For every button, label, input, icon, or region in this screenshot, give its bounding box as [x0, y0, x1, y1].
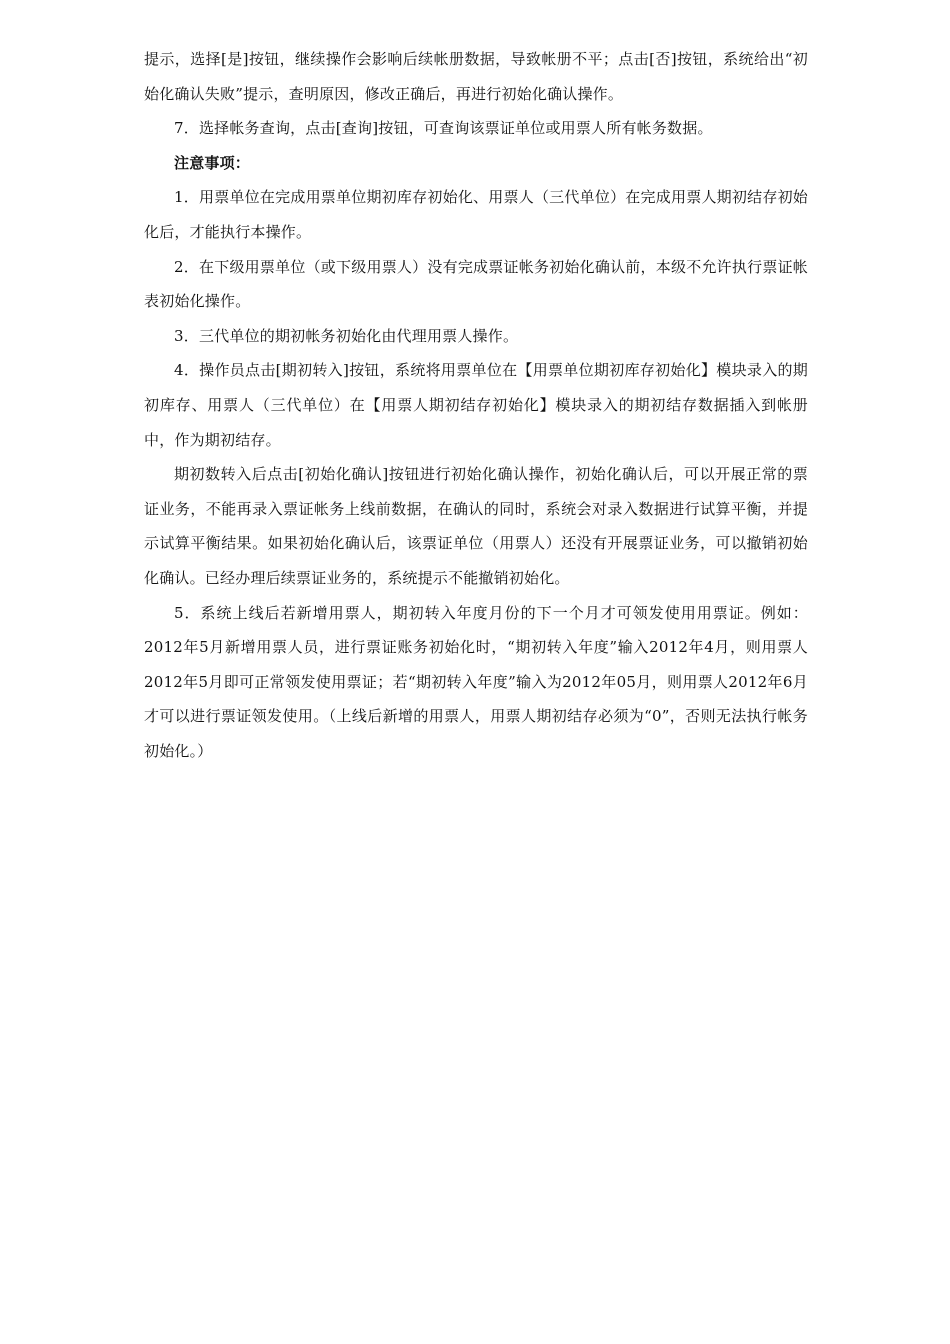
notice-item-2: 2．在下级用票单位（或下级用票人）没有完成票证帐务初始化确认前，本级不允许执行票证帐表初始化操作。: [144, 257, 808, 311]
paragraph-continuation: 提示，选择[是]按钮，继续操作会影响后续帐册数据，导致帐册不平；点击[否]按钮，系统给出“初始化确认失败”提示，查明原因，修改正确后，再进行初始化确认操作。: [144, 50, 808, 103]
paragraph-step-7: 7．选择帐务查询，点击[查询]按钮，可查询该票证单位或用票人所有帐务数据。: [174, 119, 713, 138]
notice-item-3: 3．三代单位的期初帐务初始化由代理用票人操作。: [174, 326, 519, 345]
document-page: [144, 42, 808, 768]
notice-item-5: 5．系统上线后若新增用票人，期初转入年度月份的下一个月才可领发使用用票证。例如：2012年5月新增用票人员，进行票证账务初始化时，“期初转入年度”输入2012年4月，则用票人2012年5月即可正常领发使用票证；若“期初转入年度”输入为2012年05月，则用票人2012年6月才可以进行票证领发使用。（上线后新增的用票人，用票人期初结存必须为“0”，否则无法执行帐务初始化。）: [144, 603, 808, 760]
notice-heading: 注意事项：: [174, 153, 251, 172]
notice-item-4-detail: 期初数转入后点击[初始化确认]按钮进行初始化确认操作，初始化确认后，可以开展正常的票证业务，不能再录入票证帐务上线前数据，在确认的同时，系统会对录入数据进行试算平衡，并提示试算平衡结果。如果初始化确认后，该票证单位（用票人）还没有开展票证业务，可以撤销初始化确认。已经办理后续票证业务的，系统提示不能撤销初始化。: [144, 465, 808, 587]
notice-item-4: 4．操作员点击[期初转入]按钮，系统将用票单位在【用票单位期初库存初始化】模块录入的期初库存、用票人（三代单位）在【用票人期初结存初始化】模块录入的期初结存数据插入到帐册中，作为期初结存。: [144, 361, 808, 449]
notice-item-1: 1．用票单位在完成用票单位期初库存初始化、用票人（三代单位）在完成用票人期初结存初始化后，才能执行本操作。: [144, 188, 808, 241]
